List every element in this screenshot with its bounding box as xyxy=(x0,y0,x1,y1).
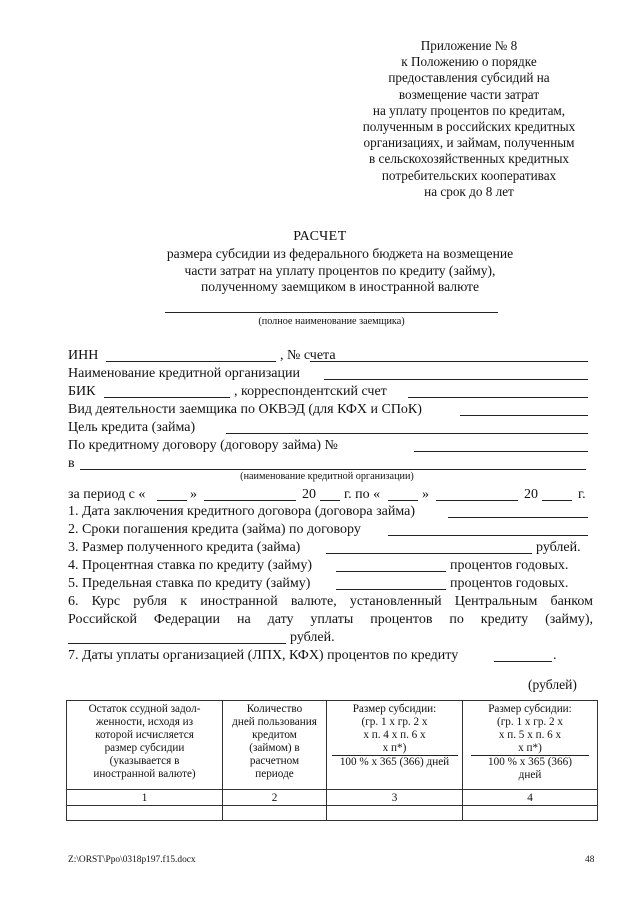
header-text: кредитом xyxy=(252,729,297,741)
header-cell-balance xyxy=(67,701,223,790)
header-text: которой исчисляется xyxy=(95,729,194,741)
header-text: х п. 5 х п. 6 х xyxy=(498,729,562,741)
table-cell[interactable] xyxy=(223,806,327,821)
formula-numerator: х п*) xyxy=(471,742,589,756)
item-3-row xyxy=(68,539,596,557)
period-to-month-field[interactable] xyxy=(436,500,518,501)
formula-numerator: х п*) xyxy=(332,742,458,756)
item-4-unit: процентов годовых. xyxy=(450,558,569,573)
header-text: (гр. 1 х гр. 2 х xyxy=(361,716,428,728)
appendix-line: на срок до 8 лет xyxy=(424,183,514,199)
column-number: 4 xyxy=(463,790,598,806)
column-number: 1 xyxy=(67,790,223,806)
header-text: расчетном xyxy=(249,755,300,767)
appendix-line: предоставления субсидий на xyxy=(388,70,550,86)
item-5-unit: процентов годовых. xyxy=(450,576,569,591)
header-text: (гр. 1 х гр. 2 х xyxy=(496,716,564,728)
contract-label: По кредитному договору (договору займа) № xyxy=(68,438,338,453)
formula-denominator: 100 % х 365 (366) xyxy=(488,756,572,768)
footer-file-path: Z:\ORST\Ppo\0318p197.f15.docx xyxy=(68,855,196,865)
item-3-unit: рублей. xyxy=(536,540,581,555)
period-quote: » xyxy=(422,487,429,502)
item-3-label: 3. Размер полученного кредита (займа) xyxy=(68,540,301,555)
subtitle-line: полученному заемщиком в иностранной валюте xyxy=(200,279,480,294)
inn-field[interactable] xyxy=(106,361,276,362)
appendix-line: возмещение части затрат xyxy=(398,86,540,102)
period-from-month-field[interactable] xyxy=(204,500,296,501)
table-header-row xyxy=(67,701,598,790)
formula-denominator: 100 % х 365 (366) дней xyxy=(339,756,450,768)
item-7-label: 7. Даты уплаты организацией (ЛПХ, КФХ) процентов по кредиту xyxy=(68,648,459,663)
okved-row xyxy=(68,401,596,419)
appendix-line: Приложение № 8 xyxy=(420,38,518,53)
bank-field[interactable] xyxy=(80,469,586,470)
item-2-row xyxy=(68,521,596,539)
loan-amount-field[interactable] xyxy=(326,553,532,554)
appendix-line: в сельскохозяйственных кредитных xyxy=(368,151,570,167)
max-rate-field[interactable] xyxy=(336,589,446,590)
repayment-term-field[interactable] xyxy=(388,535,588,536)
column-number: 3 xyxy=(327,790,463,806)
header-cell-subsidy-max xyxy=(463,701,598,790)
header-text: дней пользования xyxy=(232,716,317,728)
corr-account-field[interactable] xyxy=(408,397,588,398)
contract-date-field[interactable] xyxy=(448,517,588,518)
contract-number-field[interactable] xyxy=(414,451,588,452)
appendix-line: к Положению о порядке xyxy=(401,54,537,70)
appendix-header xyxy=(330,38,608,200)
exchange-rate-field[interactable] xyxy=(68,643,286,644)
item-5-label: 5. Предельная ставка по кредиту (займу) xyxy=(68,576,311,591)
header-text: размер субсидии xyxy=(104,742,185,754)
period-quote: » xyxy=(190,487,197,502)
formula-denominator: дней xyxy=(518,769,542,781)
document-title: РАСЧЕТ xyxy=(293,229,347,244)
header-text: х п. 4 х п. 6 х xyxy=(363,729,426,741)
header-cell-subsidy-limit xyxy=(327,701,463,790)
in-label: в xyxy=(68,456,75,471)
table-cell[interactable] xyxy=(327,806,463,821)
appendix-line: полученным в российских кредитных xyxy=(362,119,576,135)
appendix-line: на уплату процентов по кредитам, xyxy=(372,102,566,118)
item-4-row xyxy=(68,557,596,575)
interest-rate-field[interactable] xyxy=(336,571,446,572)
footer-page-number: 48 xyxy=(585,855,595,865)
table-cell[interactable] xyxy=(67,806,223,821)
item-6-unit: рублей. xyxy=(290,630,335,645)
borrower-name-caption: (полное наименование заемщика) xyxy=(258,316,405,327)
header-text: Размер субсидии: xyxy=(352,703,437,715)
header-cell-days xyxy=(223,701,327,790)
bank-name-label: Наименование кредитной организации xyxy=(68,366,300,381)
inn-row xyxy=(68,347,596,365)
header-text: Размер субсидии: xyxy=(488,703,572,715)
item-4-label: 4. Процентная ставка по кредиту (займу) xyxy=(68,558,312,573)
bank-name-row xyxy=(68,365,596,383)
item-7-end: . xyxy=(553,648,557,663)
account-label: , № счета xyxy=(280,348,336,363)
payment-dates-field[interactable] xyxy=(494,661,552,662)
purpose-field[interactable] xyxy=(226,433,588,434)
corr-account-label: , корреспондентский счет xyxy=(234,384,387,399)
borrower-name-field[interactable] xyxy=(165,312,498,313)
header-text: иностранной валюте) xyxy=(93,768,196,780)
bik-field[interactable] xyxy=(104,397,230,398)
appendix-line: потребительских кооперативах xyxy=(381,167,557,183)
header-text: (займом) в xyxy=(249,742,300,754)
column-number: 2 xyxy=(223,790,327,806)
item-2-label: 2. Сроки погашения кредита (займа) по договору xyxy=(68,522,361,537)
purpose-row xyxy=(68,419,596,437)
subsidy-table xyxy=(66,700,598,821)
okved-field[interactable] xyxy=(460,415,588,416)
account-field[interactable] xyxy=(310,361,588,362)
inn-label: ИНН xyxy=(68,348,99,363)
subtitle-line: части затрат на уплату процентов по кредиту (займу), xyxy=(184,262,496,278)
period-from-day-field[interactable] xyxy=(157,500,187,501)
item-7-row xyxy=(68,647,596,665)
period-year-prefix: 20 xyxy=(302,487,316,502)
header-text: Остаток ссудной задол- xyxy=(88,703,201,715)
units-note: (рублей) xyxy=(528,677,577,692)
item-1-label: 1. Дата заключения кредитного договора (договора займа) xyxy=(68,504,416,519)
bank-caption: (наименование кредитной организации) xyxy=(240,471,414,482)
header-text: женности, исходя из xyxy=(95,716,194,728)
period-row xyxy=(68,486,596,504)
period-from-label: за период с « xyxy=(68,487,146,502)
item-6-line-1: 6. Курс рубля к иностранной валюте, установленный Центральным банком xyxy=(68,594,593,609)
item-6-line-2: Российской Федерации на дату уплаты процентов по кредиту (займу), xyxy=(68,612,593,627)
appendix-line: организациях, и займам, полученным xyxy=(363,135,575,151)
subtitle-line: размера субсидии из федерального бюджета на возмещение xyxy=(166,246,514,261)
bik-label: БИК xyxy=(68,384,96,399)
bik-row xyxy=(68,383,596,401)
okved-label: Вид деятельности заемщика по ОКВЭД (для КФХ и СПоК) xyxy=(68,402,422,417)
period-to-day-field[interactable] xyxy=(388,500,418,501)
item-6-rate-row xyxy=(68,629,596,647)
item-5-row xyxy=(68,575,596,593)
header-text: Количество xyxy=(246,703,303,715)
item-1-row xyxy=(68,503,596,521)
table-number-row xyxy=(67,790,598,806)
document-subtitle xyxy=(120,246,560,296)
period-to-year-field[interactable] xyxy=(542,500,572,501)
period-to-label: г. по « xyxy=(344,487,381,502)
period-from-year-field[interactable] xyxy=(320,500,340,501)
period-year-prefix: 20 xyxy=(524,487,538,502)
bank-name-field[interactable] xyxy=(324,379,588,380)
header-text: периоде xyxy=(255,768,294,780)
contract-row xyxy=(68,437,596,455)
table-row xyxy=(67,806,598,821)
period-year-suffix: г. xyxy=(578,487,586,502)
header-text: (указывается в xyxy=(109,755,180,767)
table-cell[interactable] xyxy=(463,806,598,821)
purpose-label: Цель кредита (займа) xyxy=(68,420,196,435)
